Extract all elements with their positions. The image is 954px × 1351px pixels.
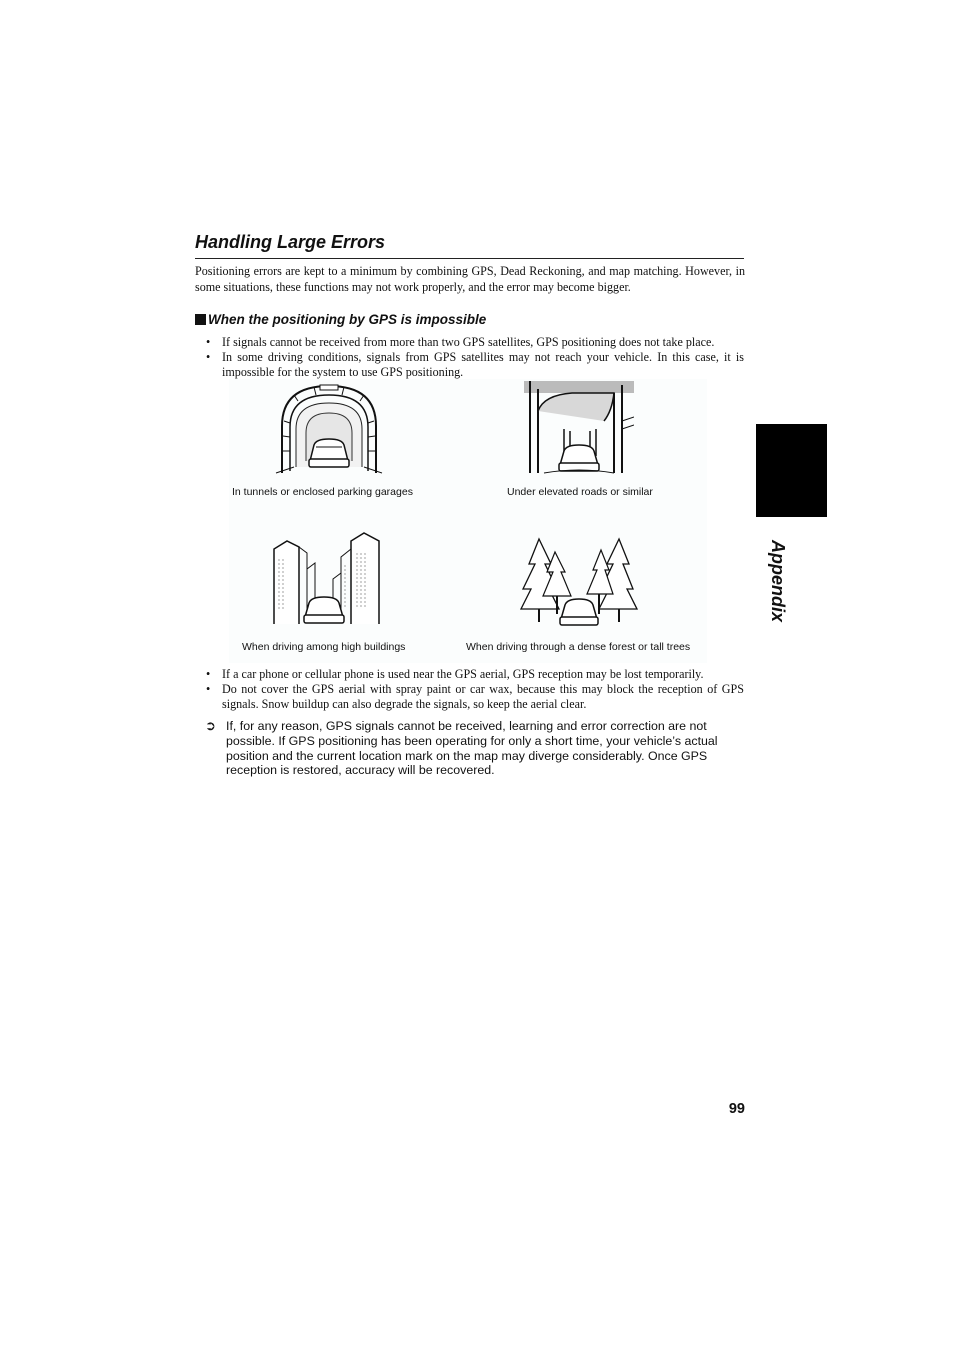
forest-car-illustration xyxy=(519,534,639,629)
buildings-car-illustration xyxy=(269,529,384,629)
list-item: • Do not cover the GPS aerial with spray paint or car wax, because this may block the reception of GPS signals. Snow buildup can also degrade the signals, so keep the aerial clear. xyxy=(195,682,744,712)
list-item: • In some driving conditions, signals from GPS satellites may not reach your vehicle. In this case, it is impossible for the system to use GPS positioning. xyxy=(195,350,744,380)
subsection-heading xyxy=(195,312,486,327)
section-title: Handling Large Errors xyxy=(195,232,386,252)
side-tab-marker xyxy=(756,424,827,517)
page-number: 99 xyxy=(728,1101,745,1117)
square-bullet-icon xyxy=(195,314,206,325)
note-arrow-icon: ➲ xyxy=(205,718,216,733)
bullet-list-conditions xyxy=(195,335,744,379)
list-item: • If a car phone or cellular phone is used near the GPS aerial, GPS reception may be lost temporarily. xyxy=(195,667,744,682)
figure-caption-tunnels: In tunnels or enclosed parking garages xyxy=(232,486,413,498)
tunnel-car-illustration xyxy=(274,381,384,477)
figure-caption-forest: When driving through a dense forest or tall trees xyxy=(466,641,691,653)
note-text: If, for any reason, GPS signals cannot be received, learning and error correction are not possible. If GPS positioning has been operating for only a short time, your vehicle’s actual position and the current location mark on the map may diverge considerably. Once GPS reception is restored, accuracy will be recovered. xyxy=(226,719,718,778)
bullet-list-cautions xyxy=(195,667,744,711)
title-divider xyxy=(195,258,744,259)
subsection-heading-text: When the positioning by GPS is impossible xyxy=(208,312,487,327)
intro-paragraph: Positioning errors are kept to a minimum by combining GPS, Dead Reckoning, and map matching. However, in some situations, these functions may not work properly, and the error may become bigger. xyxy=(195,264,745,294)
list-item: • If signals cannot be received from more than two GPS satellites, GPS positioning does not take place. xyxy=(195,335,744,350)
figure-panel xyxy=(229,379,707,663)
figure-caption-buildings: When driving among high buildings xyxy=(242,641,406,653)
figure-caption-elevated-roads: Under elevated roads or similar xyxy=(507,486,653,498)
side-tab-label: Appendix xyxy=(768,540,788,623)
note-block xyxy=(205,719,745,778)
elevated-road-car-illustration xyxy=(524,381,634,477)
